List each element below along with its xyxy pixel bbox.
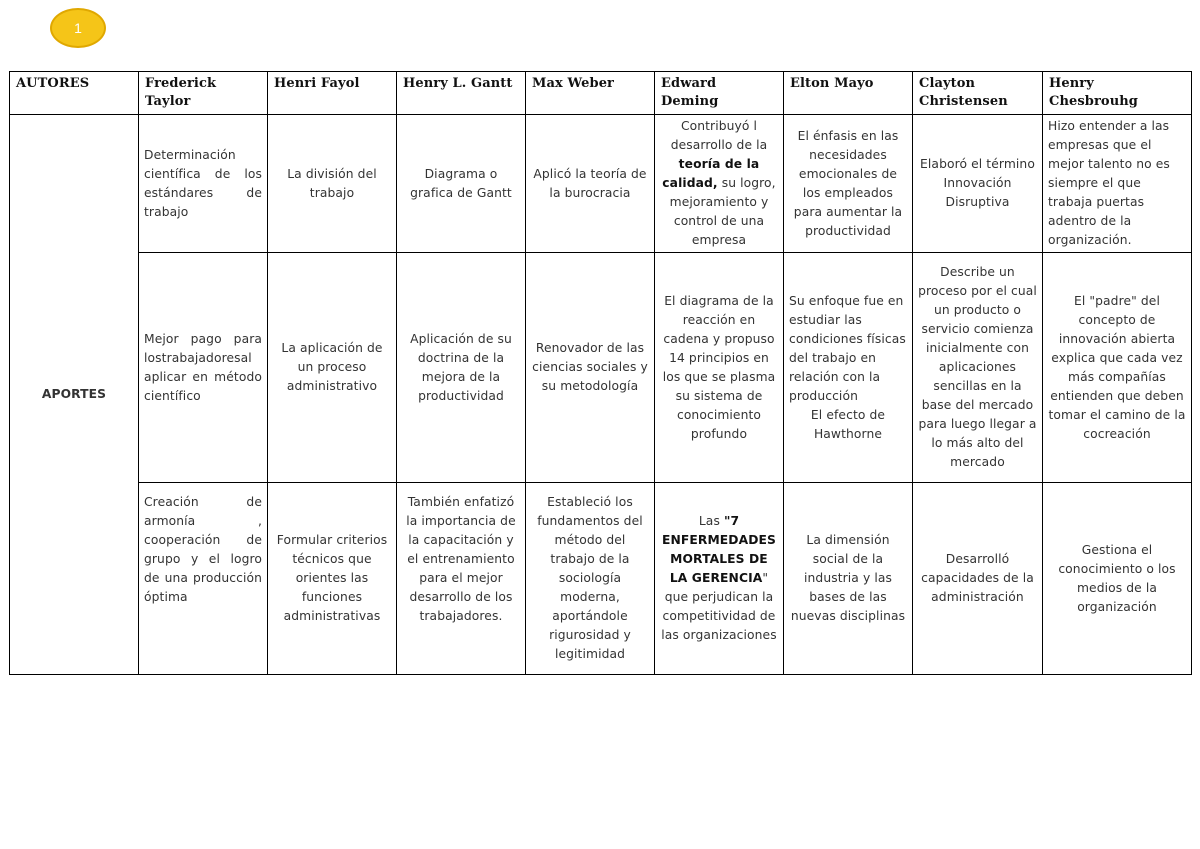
- deming-1-bold: teoría de la calidad,: [662, 157, 760, 190]
- deming-3-pre: Las: [698, 514, 724, 528]
- table-row: [10, 115, 1192, 253]
- header-chesbrough: Henry Chesbrouhg: [1043, 72, 1192, 115]
- mayo-2-extra: El efecto de Hawthorne: [810, 407, 886, 441]
- page-number-badge: 1: [50, 8, 106, 48]
- deming-3-bold: "7 ENFERMEDADES MORTALES DE LA GERENCIA: [662, 514, 776, 585]
- cell-deming-1: [655, 115, 784, 253]
- aportes-label: APORTES: [10, 115, 139, 675]
- cell-deming-3: [655, 483, 784, 675]
- cell-weber-1: Aplicó la teoría de la burocracia: [526, 115, 655, 253]
- cell-chesbrough-3: Gestiona el conocimiento o los medios de la organización: [1043, 483, 1192, 675]
- cell-fayol-1: La división del trabajo: [268, 115, 397, 253]
- header-autores: AUTORES: [10, 72, 139, 115]
- deming-1-pre: Contribuyó l desarrollo de la: [670, 119, 768, 152]
- cell-taylor-2: Mejor pago para lostrabajadoresal aplicar en método científico: [139, 253, 268, 483]
- cell-mayo-3: La dimensión social de la industria y las bases de las nuevas disciplinas: [784, 483, 913, 675]
- header-deming: Edward Deming: [655, 72, 784, 115]
- cell-fayol-3: Formular criterios técnicos que orientes las funciones administrativas: [268, 483, 397, 675]
- header-row: [10, 72, 1192, 115]
- header-weber: Max Weber: [526, 72, 655, 115]
- header-fayol: Henri Fayol: [268, 72, 397, 115]
- cell-christensen-3: Desarrolló capacidades de la administración: [913, 483, 1043, 675]
- header-taylor: Frederick Taylor: [139, 72, 268, 115]
- deming-3-post: " que perjudican la competitividad de las organizaciones: [661, 571, 777, 642]
- deming-1-post: su logro, mejoramiento y control de una empresa: [669, 176, 776, 247]
- cell-taylor-1: Determinación científica de los estándares de trabajo: [139, 115, 268, 253]
- header-mayo: Elton Mayo: [784, 72, 913, 115]
- cell-weber-3: Estableció los fundamentos del método del trabajo de la sociología moderna, aportándole rigurosidad y legitimidad: [526, 483, 655, 675]
- mayo-2-main: Su enfoque fue en estudiar las condiciones físicas del trabajo en relación con la producción: [789, 293, 906, 403]
- header-christensen: Clayton Christensen: [913, 72, 1043, 115]
- cell-chesbrough-1: Hizo entender a las empresas que el mejor talento no es siempre el que trabaja puertas adentro de la organización.: [1043, 115, 1192, 253]
- cell-gantt-2: Aplicación de su doctrina de la mejora de la productividad: [397, 253, 526, 483]
- cell-mayo-2: [784, 253, 913, 483]
- cell-mayo-1: El énfasis en las necesidades emocionales de los empleados para aumentar la productividad: [784, 115, 913, 253]
- table-row: [10, 483, 1192, 675]
- header-gantt: Henry L. Gantt: [397, 72, 526, 115]
- cell-fayol-2: La aplicación de un proceso administrativo: [268, 253, 397, 483]
- cell-deming-2: El diagrama de la reacción en cadena y propuso 14 principios en los que se plasma su sistema de conocimiento profundo: [655, 253, 784, 483]
- cell-gantt-1: Diagrama o grafica de Gantt: [397, 115, 526, 253]
- cell-taylor-3: Creación de armonía , cooperación de grupo y el logro de una producción óptima: [139, 483, 268, 675]
- authors-contributions-table: [9, 71, 1192, 675]
- cell-chesbrough-2: El "padre" del concepto de innovación abierta explica que cada vez más compañías entienden que deben tomar el camino de la cocreación: [1043, 253, 1192, 483]
- cell-weber-2: Renovador de las ciencias sociales y su metodología: [526, 253, 655, 483]
- table-row: [10, 253, 1192, 483]
- cell-christensen-2: Describe un proceso por el cual un producto o servicio comienza inicialmente con aplicaciones sencillas en la base del mercado para luego llegar a lo más alto del mercado: [913, 253, 1043, 483]
- cell-gantt-3: También enfatizó la importancia de la capacitación y el entrenamiento para el mejor desarrollo de los trabajadores.: [397, 483, 526, 675]
- cell-christensen-1: Elaboró el término Innovación Disruptiva: [913, 115, 1043, 253]
